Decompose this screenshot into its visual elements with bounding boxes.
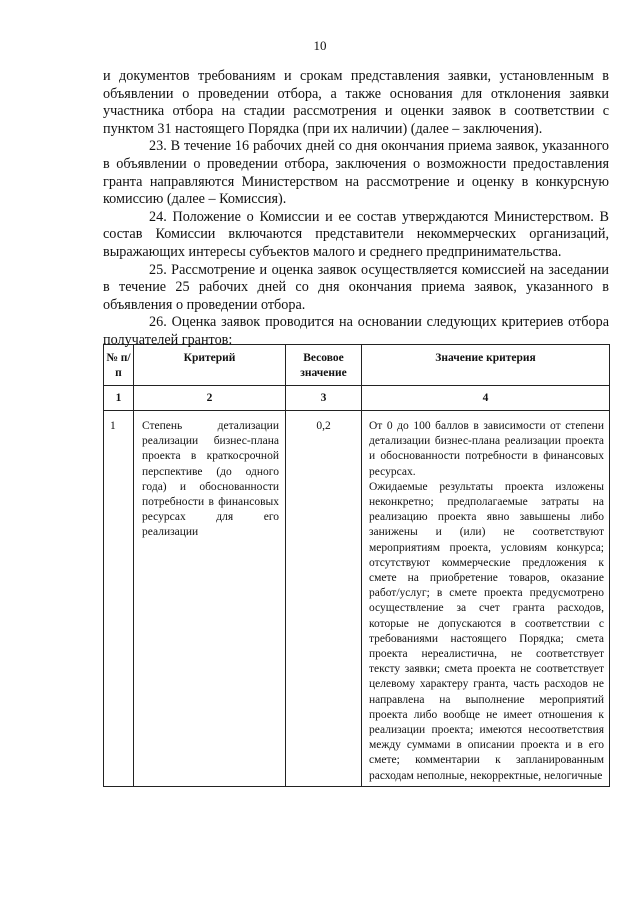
column-number: 3: [286, 386, 362, 411]
paragraph-continuation: и документов требованиям и срокам представления заявки, установленным в объявлении о проведении отбора, а также основания для отклонения заявки участника отбора на стадии рассмотрения и оценки заявок в соответствии с пунктом 31 настоящего Порядка (при их наличии) (далее – заключения).: [103, 68, 609, 137]
row-number: 1: [104, 411, 134, 787]
criteria-table: [103, 344, 610, 787]
paragraph-26: 26. Оценка заявок проводится на основании следующих критериев отбора получателей грантов:: [103, 314, 609, 348]
row-value-description: Ожидаемые результаты проекта изложены неконкретно; предполагаемые затраты на реализацию проекта явно завышены либо занижены и (или) не соответствуют мероприятиям проекта, условиям конкурса; отсутствуют коммерческие предложения к смете на приобретение товаров, оказание работ/услуг; в смете проекта предусмотрено осуществление за счет гранта расходов, которые не допускаются в соответствии с требованиями настоящего Порядка; смета проекта нереалистична, не соответствует тексту заявки; смета проекта не соответствует целевому характеру гранта, часть расходов не направлена на выполнение мероприятий проекта либо вообще не имеет отношения к реализации проекта; имеются несоответствия между суммами в описании проекта и в его смете; комментарии к запланированным расходам неполные, некорректные, нелогичные: [369, 480, 604, 782]
row-value-scale: От 0 до 100 баллов в зависимости от степени детализации бизнес-плана реализации проекта и обоснованности потребности в финансовых ресурсах.: [369, 420, 604, 478]
row-value: [362, 411, 610, 787]
page-number: 10: [313, 38, 327, 53]
header-criterion: Критерий: [134, 345, 286, 386]
row-weight: 0,2: [286, 411, 362, 787]
paragraph-25: 25. Рассмотрение и оценка заявок осуществляется комиссией на заседании в течение 25 рабочих дней со дня окончания приема заявок, указанного в объявления о проведении отбора.: [103, 261, 609, 313]
column-number: 1: [104, 386, 134, 411]
row-criterion: Степень детализации реализации бизнес-плана проекта в краткосрочной перспективе (до одного года) и обоснованности потребности в финансовых ресурсах для его реализации: [134, 411, 286, 787]
column-number-row: [104, 386, 610, 411]
header-value: Значение критерия: [362, 345, 610, 386]
column-number: 2: [134, 386, 286, 411]
header-weight: Весовое значение: [286, 345, 362, 386]
table-header-row: [104, 345, 610, 386]
body-text: [103, 68, 609, 350]
paragraph-23: 23. В течение 16 рабочих дней со дня окончания приема заявок, указанного в объявлении о проведении отбора, заключения о возможности предоставления гранта направляются Министерством на рассмотрение и оценку в конкурсную комиссию (далее – Комиссия).: [103, 138, 609, 208]
paragraph-24: 24. Положение о Комиссии и ее состав утверждаются Министерством. В состав Комиссии включаются представители некоммерческих организаций, выражающих интересы субъектов малого и среднего предпринимательства.: [103, 208, 609, 260]
header-number: № п/п: [104, 345, 134, 386]
table-row: [104, 411, 610, 787]
column-number: 4: [362, 386, 610, 411]
